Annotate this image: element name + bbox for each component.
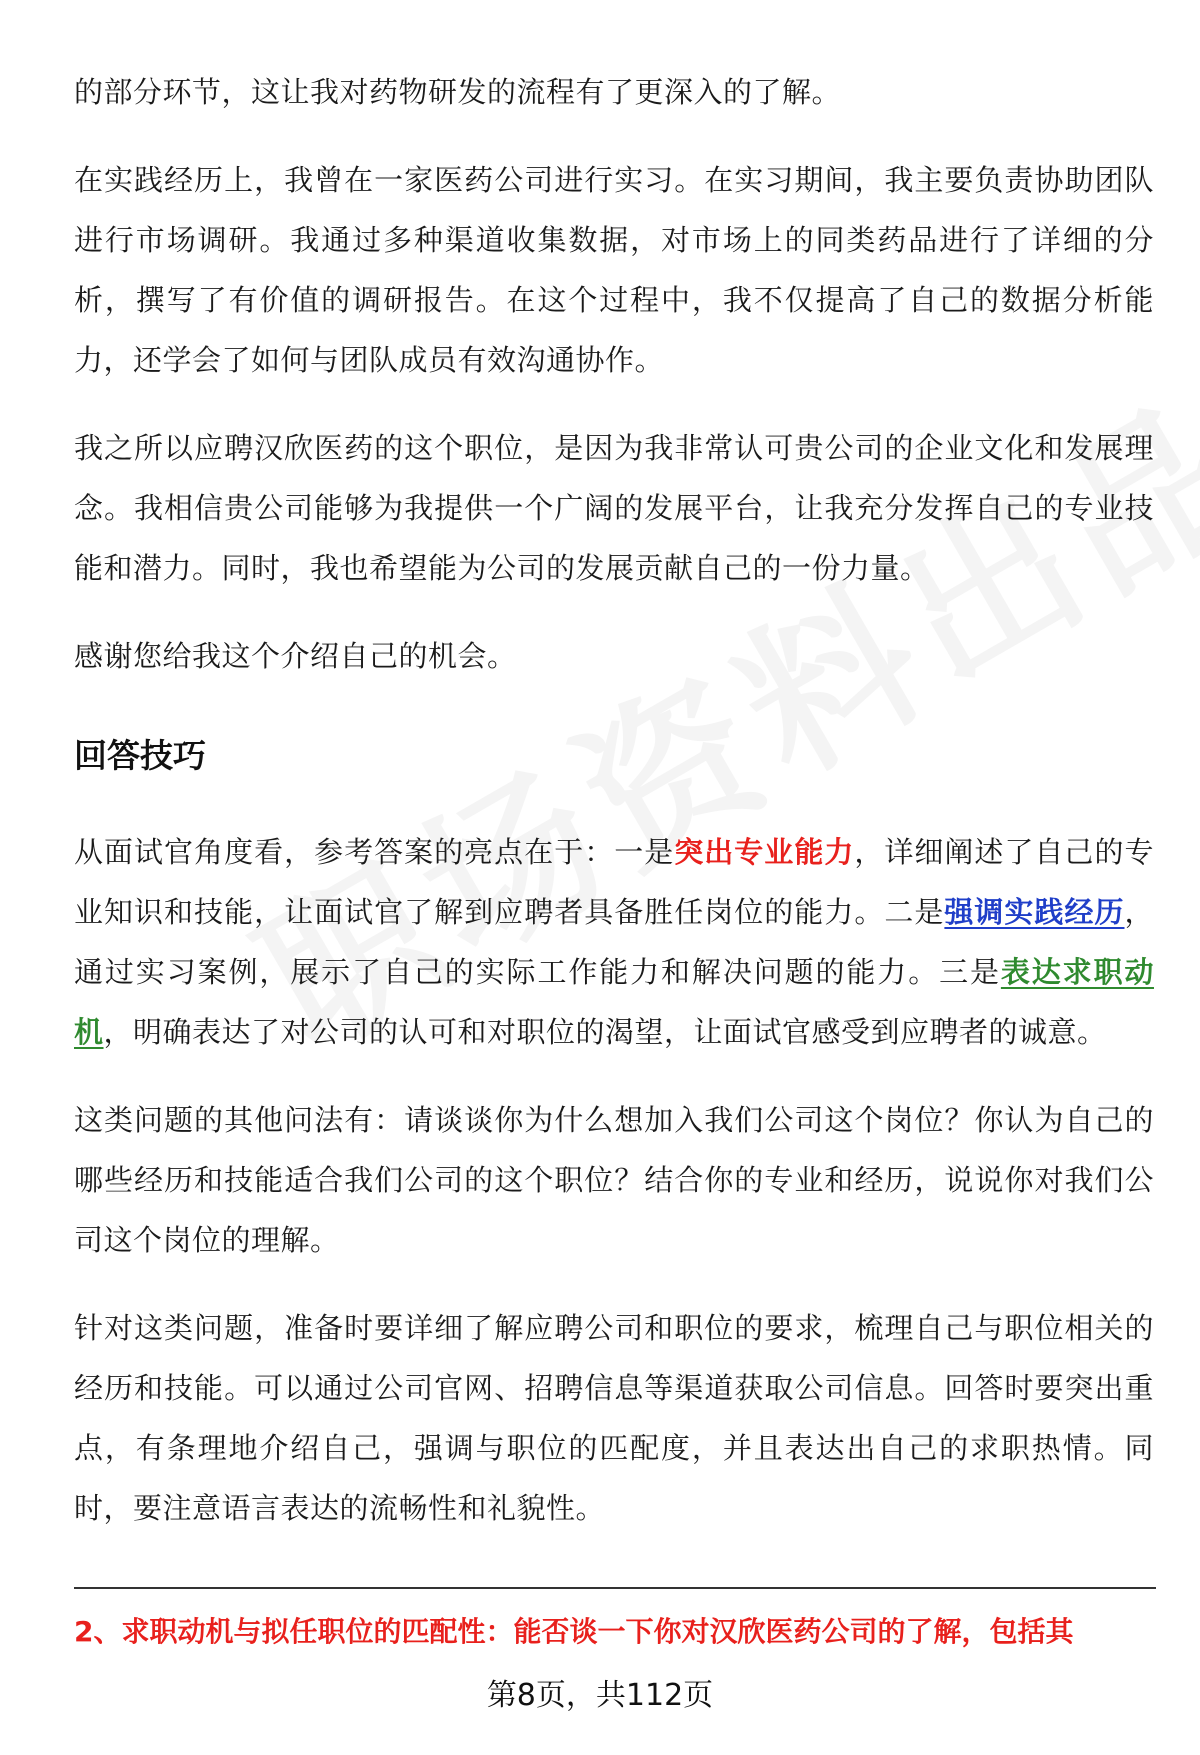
page-number: 第8页，共112页 bbox=[486, 1678, 714, 1713]
body-paragraph: 我之所以应聘汉欣医药的这个职位，是因为我非常认可贵公司的企业文化和发展理念。我相信贵公司能够为我提供一个广阔的发展平台，让我充分发挥自己的专业技能和潜力。同时，我也希望能为公司的发展贡献自己的一份力量。 bbox=[74, 431, 1154, 585]
body-paragraph: 的部分环节，这让我对药物研发的流程有了更深入的了解。 bbox=[74, 75, 842, 109]
paragraph-text: ，明确表达了对公司的认可和对职位的渴望，让面试官感受到应聘者的诚意。 bbox=[103, 1015, 1107, 1049]
paragraph-text: 从面试官角度看，参考答案的亮点在于：一是 bbox=[74, 835, 675, 869]
next-question-title: 2、求职动机与拟任职位的匹配性：能否谈一下你对汉欣医药公司的了解，包括其 bbox=[74, 1615, 1074, 1648]
highlight-paragraph bbox=[74, 822, 1154, 1062]
body-paragraph: 针对这类问题，准备时要详细了解应聘公司和职位的要求，梳理自己与职位相关的经历和技能。可以通过公司官网、招聘信息等渠道获取公司信息。回答时要突出重点，有条理地介绍自己，强调与职位的匹配度，并且表达出自己的求职热情。同时，要注意语言表达的流畅性和礼貌性。 bbox=[74, 1311, 1154, 1525]
body-paragraph: 这类问题的其他问法有：请谈谈你为什么想加入我们公司这个岗位？你认为自己的哪些经历和技能适合我们公司的这个职位？结合你的专业和经历，说说你对我们公司这个岗位的理解。 bbox=[74, 1103, 1154, 1257]
section-heading: 回答技巧 bbox=[74, 736, 206, 775]
document-body bbox=[74, 62, 1154, 1538]
body-paragraph: 感谢您给我这个介绍自己的机会。 bbox=[74, 639, 517, 673]
section-divider bbox=[74, 1587, 1156, 1589]
paragraph-text: ，详细阐述了自己的专业知识和技能，让面试官了解到应聘者具备胜任岗位的能力。二是 bbox=[74, 835, 1154, 929]
highlight-practice-experience: 强调实践经历 bbox=[944, 895, 1125, 929]
paragraph-text: ，通过实习案例，展示了自己的实际工作能力和解决问题的能力。三是 bbox=[74, 895, 1154, 989]
highlight-job-motivation: 表达求职动机 bbox=[74, 955, 1154, 1049]
body-paragraph: 在实践经历上，我曾在一家医药公司进行实习。在实习期间，我主要负责协助团队进行市场调研。我通过多种渠道收集数据，对市场上的同类药品进行了详细的分析，撰写了有价值的调研报告。在这个过程中，我不仅提高了自己的数据分析能力，还学会了如何与团队成员有效沟通协作。 bbox=[74, 163, 1154, 377]
highlight-professional-ability: 突出专业能力 bbox=[674, 835, 855, 869]
